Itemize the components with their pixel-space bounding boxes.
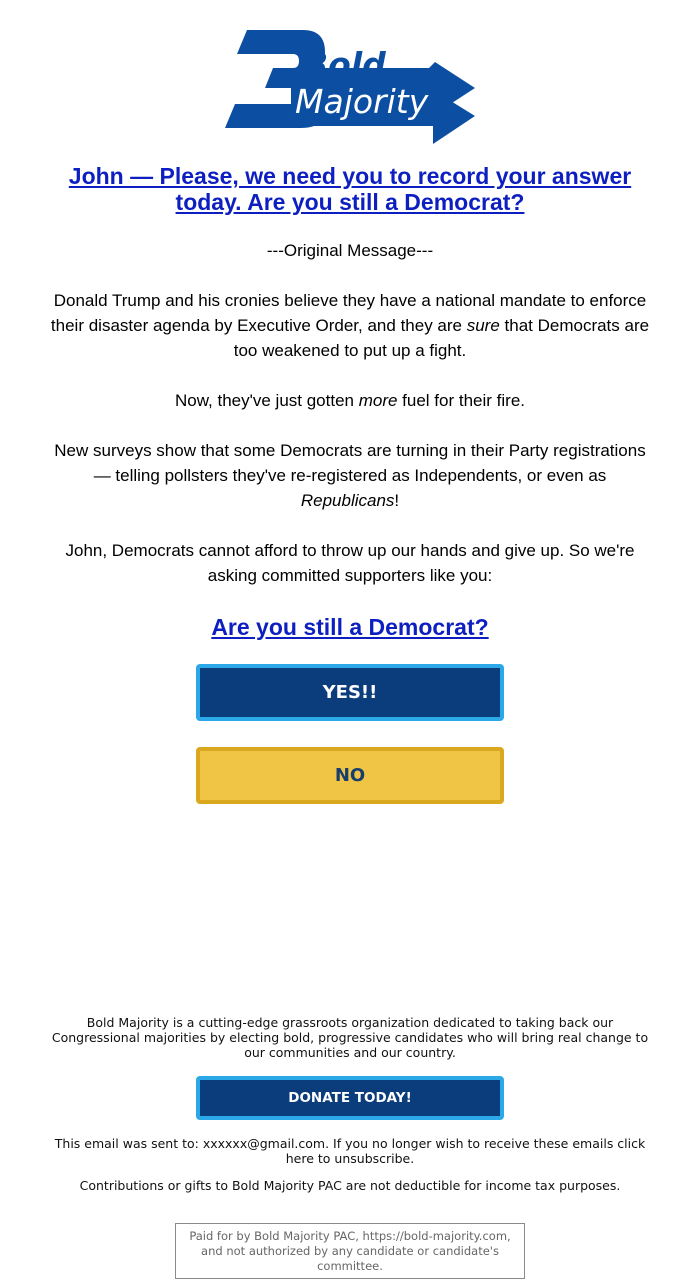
headline-link[interactable]: John — Please, we need you to record your answer today. Are you still a Democrat? — [68, 163, 632, 215]
paragraph-1-emphasis: sure — [466, 316, 500, 335]
donate-button[interactable]: DONATE TODAY! — [196, 1076, 504, 1120]
paragraph-3 — [50, 438, 650, 513]
yes-button[interactable]: YES!! — [196, 664, 504, 721]
paragraph-2-after: fuel for their fire. — [397, 391, 526, 410]
paragraph-1-after: that Democrats are too weakened to put up a fight. — [233, 316, 650, 360]
paid-for-disclaimer — [175, 1223, 525, 1279]
sent-to-text[interactable]: This email was sent to: xxxxxx@gmail.com. If you no longer wish to receive these emails click here to unsubscribe. — [54, 1136, 646, 1166]
paragraph-4: John, Democrats cannot afford to throw up our hands and give up. So we're asking committed supporters like you: — [65, 541, 635, 585]
logo-word-bold: Bold — [303, 45, 386, 84]
paragraph-2 — [50, 388, 650, 413]
paragraph-3-emphasis: Republicans — [300, 491, 395, 510]
paragraph-2-emphasis: more — [358, 391, 398, 410]
bold-majority-logo-graphic — [225, 28, 477, 146]
paid-for-text: Paid for by Bold Majority PAC, https://bold-majority.com, and not authorized by any candidate or candidate's committee. — [189, 1228, 511, 1273]
paragraph-3-before: New surveys show that some Democrats are turning in their Party registrations — telling pollsters they've re-registered as Independents, or even as — [54, 441, 646, 485]
paragraph-1 — [50, 288, 650, 363]
paragraph-3-after: ! — [394, 491, 400, 510]
original-message-label: ---Original Message--- — [266, 241, 434, 260]
logo-word-majority: Majority — [295, 82, 429, 121]
no-button[interactable]: NO — [196, 747, 504, 804]
about-text: Bold Majority is a cutting-edge grassroots organization dedicated to taking back our Congressional majorities by electing bold, progressive candidates who will bring real change to our communities and our country. — [51, 1015, 649, 1060]
paragraph-2-before: Now, they've just gotten — [174, 391, 359, 410]
question-link[interactable]: Are you still a Democrat? — [211, 614, 489, 640]
paragraph-1-before: Donald Trump and his cronies believe they have a national mandate to enforce their disaster agenda by Executive Order, and they are — [50, 291, 647, 335]
tax-disclaimer: Contributions or gifts to Bold Majority PAC are not deductible for income tax purposes. — [79, 1178, 621, 1193]
bold-majority-logo[interactable] — [225, 28, 477, 146]
